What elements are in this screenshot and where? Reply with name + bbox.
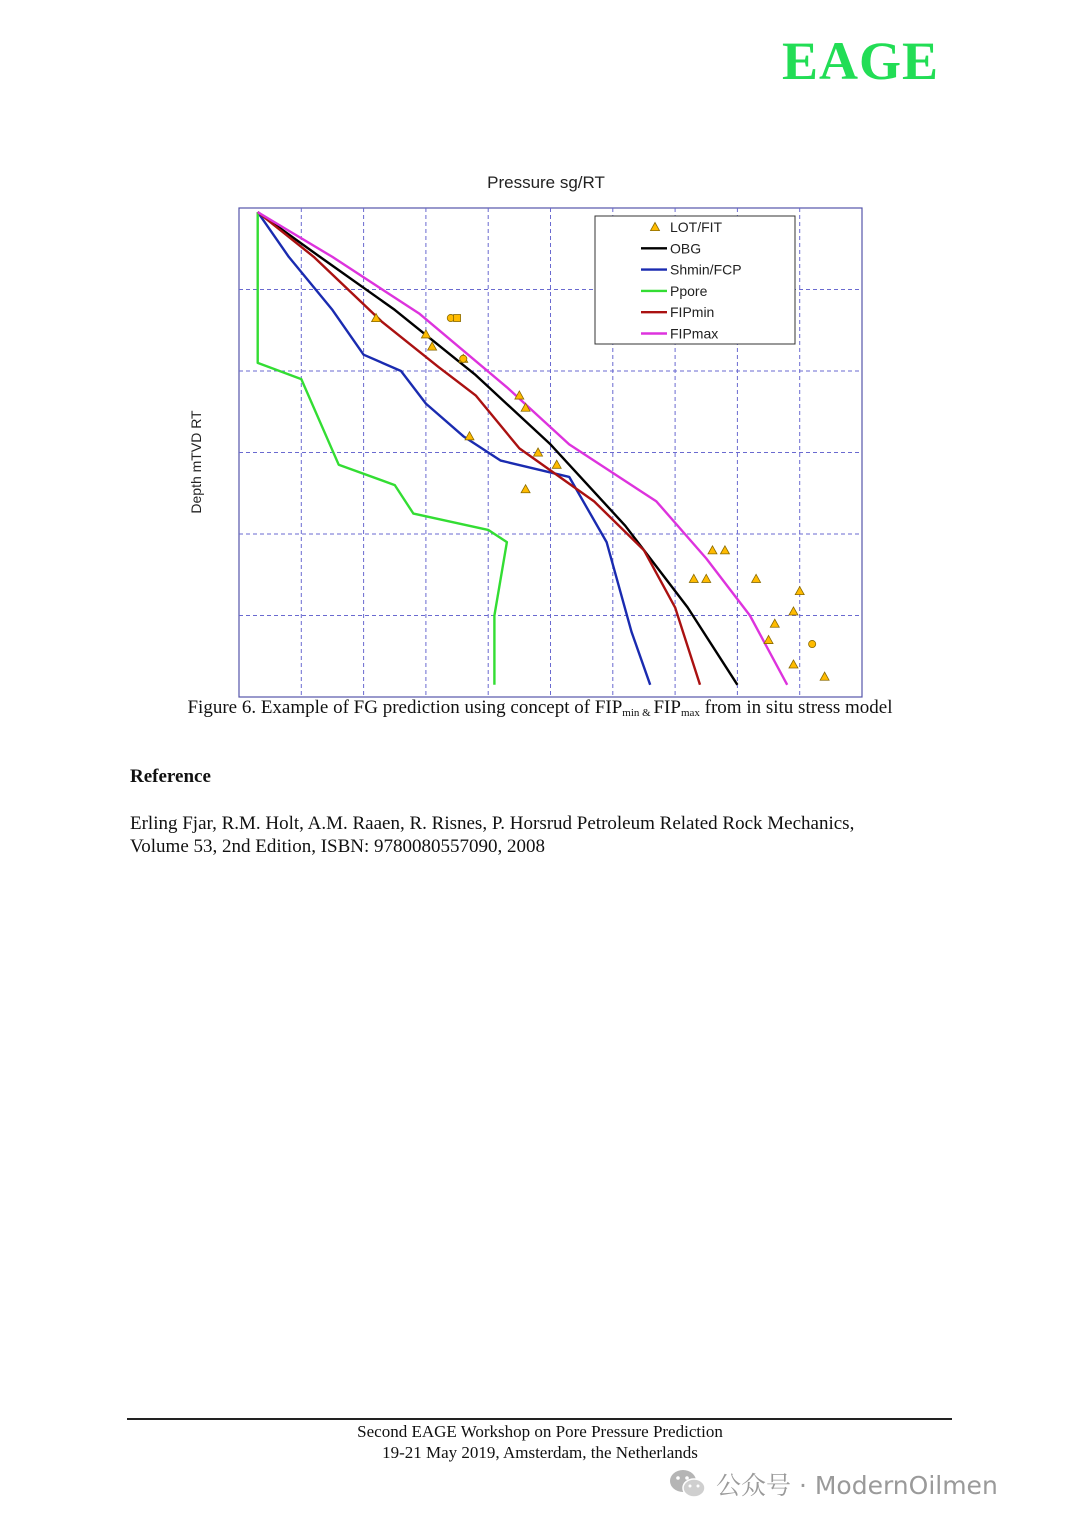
lot-fit-marker [702, 574, 711, 582]
lot-fit-circle-marker [809, 640, 816, 647]
caption-mid: FIP [653, 697, 681, 718]
footer-divider [127, 1418, 952, 1420]
watermark-text: 公众号 · ModernOilmen [716, 1471, 998, 1500]
legend-label: OBG [670, 240, 702, 257]
figure-caption [0, 697, 1080, 719]
lot-fit-marker [720, 546, 729, 554]
reference-body [130, 812, 930, 858]
legend-label: LOT/FIT [670, 219, 723, 235]
caption-suffix: from in situ stress model [699, 697, 893, 718]
reference-heading: Reference [130, 766, 211, 787]
lot-fit-marker [552, 460, 561, 468]
lot-fit-square-marker [454, 315, 461, 322]
chart-title: Pressure sg/RT [487, 173, 605, 192]
reference-line-1: Erling Fjar, R.M. Holt, A.M. Raaen, R. Risnes, P. Horsrud Petroleum Related Rock Mechanics, [130, 813, 855, 834]
lot-fit-marker [795, 587, 804, 595]
eage-logo: EAGE [782, 31, 940, 91]
wechat-icon [668, 1467, 708, 1501]
lot-fit-marker [521, 485, 530, 493]
legend-label: FIPmax [670, 325, 719, 342]
lot-fit-marker [689, 574, 698, 582]
lot-fit-marker [789, 607, 798, 615]
reference-line-2: Volume 53, 2nd Edition, ISBN: 9780080557090, 2008 [130, 836, 546, 857]
lot-fit-marker [708, 546, 717, 554]
watermark [668, 1466, 998, 1502]
legend-label: Shmin/FCP [670, 261, 742, 278]
lot-fit-marker [770, 619, 779, 627]
lot-fit-marker [465, 432, 474, 440]
lot-fit-marker [820, 672, 829, 680]
series-line-shmin-fcp [258, 212, 651, 685]
series-line-ppore [258, 212, 507, 685]
pressure-depth-chart [0, 0, 1080, 720]
lot-fit-marker [764, 635, 773, 643]
lot-fit-circle-marker [460, 355, 467, 362]
lot-fit-marker [789, 660, 798, 668]
y-axis-label: Depth mTVD RT [188, 410, 204, 514]
legend-label: FIPmin [670, 304, 715, 321]
lot-fit-marker [752, 574, 761, 582]
footer [0, 1421, 1080, 1463]
footer-line-2: 19-21 May 2019, Amsterdam, the Netherlands [382, 1443, 698, 1462]
caption-sub-max: max [680, 707, 700, 719]
caption-prefix: Figure 6. Example of FG prediction using concept of FIP [187, 697, 623, 718]
caption-sub-min: min & [622, 707, 654, 719]
footer-line-1: Second EAGE Workshop on Pore Pressure Prediction [357, 1422, 723, 1441]
legend-label: Ppore [670, 282, 708, 299]
